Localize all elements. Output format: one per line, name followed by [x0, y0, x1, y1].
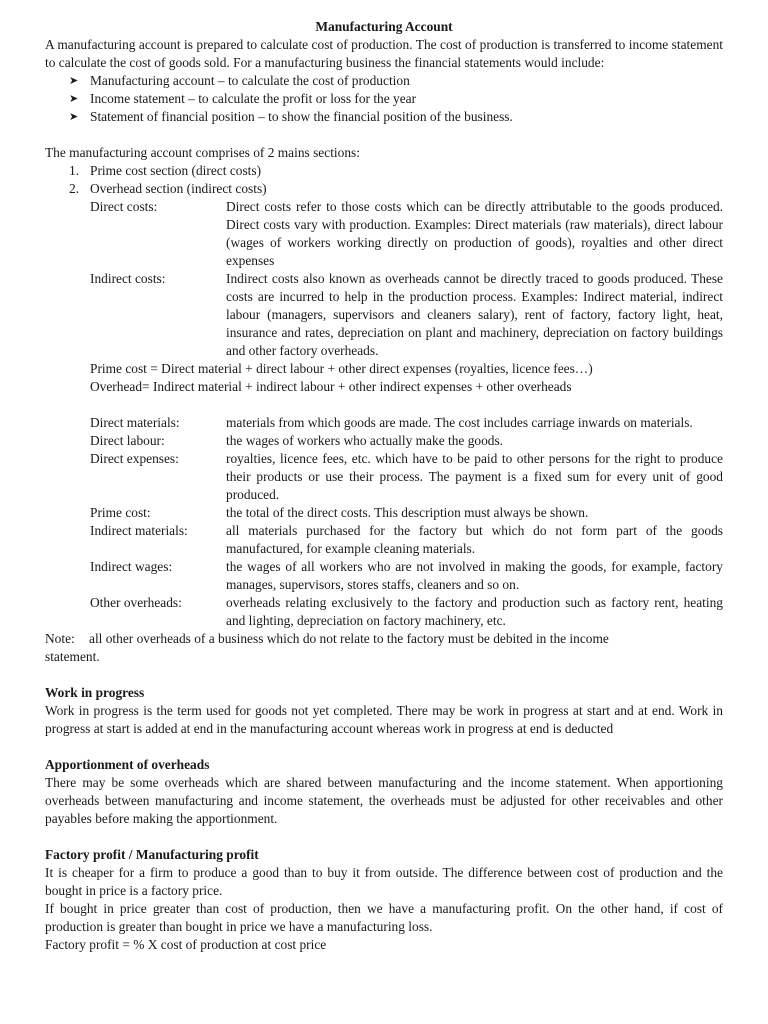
definition-term: Direct costs:	[90, 199, 158, 214]
definition-row	[90, 414, 723, 432]
page-title: Manufacturing Account	[315, 19, 453, 34]
cost-types-list	[90, 198, 723, 360]
list-item: ➤ Statement of financial position – to show the financial position of the business.	[69, 109, 513, 124]
definition-term: Direct expenses:	[90, 451, 179, 466]
note-block	[45, 630, 723, 648]
list-item: ➤ Income statement – to calculate the profit or loss for the year	[69, 91, 417, 106]
spacer	[45, 828, 723, 846]
spacer	[45, 666, 723, 684]
definition-desc: all materials purchased for the factory but which do not form part of the goods manufactured, for example cleaning materials.	[226, 523, 723, 556]
definition-term: Direct labour:	[90, 433, 165, 448]
definition-row	[90, 558, 723, 594]
wip-heading: Work in progress	[45, 685, 145, 700]
apportion-heading: Apportionment of overheads	[45, 757, 210, 772]
arrow-bullet-icon: ➤	[69, 111, 79, 123]
definition-desc: materials from which goods are made. The cost includes carriage inwards on materials.	[226, 415, 693, 430]
definition-row	[90, 522, 723, 558]
list-item: ➤ Manufacturing account – to calculate the cost of production	[69, 73, 410, 88]
list-item: 1. Prime cost section (direct costs)	[69, 163, 262, 178]
spacer	[45, 396, 723, 414]
spacer	[45, 126, 723, 144]
definition-desc: the wages of workers who actually make the goods.	[226, 433, 504, 448]
definition-desc: the total of the direct costs. This description must always be shown.	[226, 505, 589, 520]
arrow-bullet-icon: ➤	[69, 93, 79, 105]
definition-desc: Indirect costs also known as overheads cannot be directly traced to goods produced. These costs are incurred to help in the production process. Examples: Indirect material, indirect labour (managers, supervisors and cleaners salary), rent of factory, factory light, heat, insurance and rates, depreciation on plant and machinery, depreciation on factory buildings and other factory overheads.	[226, 271, 723, 358]
definition-row	[90, 450, 723, 504]
sections-list	[45, 162, 723, 198]
statements-list	[45, 72, 723, 126]
definition-term: Direct materials:	[90, 415, 180, 430]
definitions-list	[90, 414, 723, 630]
sections-intro: The manufacturing account comprises of 2 mains sections:	[45, 145, 360, 160]
list-item: 2. Overhead section (indirect costs)	[69, 181, 267, 196]
intro-paragraph: A manufacturing account is prepared to calculate cost of production. The cost of production is transferred to income statement to calculate the cost of goods sold. For a manufacturing business the financial statements would include:	[45, 37, 723, 70]
note-label: Note:	[45, 631, 75, 646]
definition-term: Indirect costs:	[90, 271, 166, 286]
definition-term: Other overheads:	[90, 595, 182, 610]
arrow-bullet-icon: ➤	[69, 75, 79, 87]
definition-desc: Direct costs refer to those costs which can be directly attributable to the goods produced. Direct costs vary with production. Examples: Direct materials (raw materials), direct labour (wages of workers working directly on production of goods), royalties and other direct expenses	[226, 199, 723, 268]
definition-row	[90, 432, 723, 450]
definition-term: Indirect wages:	[90, 559, 173, 574]
definition-term: Prime cost:	[90, 505, 151, 520]
definition-row	[90, 198, 723, 270]
definition-row	[90, 504, 723, 522]
prime-cost-formula: Prime cost = Direct material + direct labour + other direct expenses (royalties, licence fees…)	[90, 361, 593, 376]
note-text: all other overheads of a business which do not relate to the factory must be debited in the income	[89, 631, 609, 646]
note-continuation: statement.	[45, 649, 100, 664]
wip-paragraph: Work in progress is the term used for goods not yet completed. There may be work in progress at start and at end. Work in progress at start is added at end in the manufacturing account whereas work in progress at end is deducted	[45, 703, 723, 736]
definition-desc: the wages of all workers who are not involved in making the goods, for example, factory manages, supervisors, stores staffs, cleaners and so on.	[226, 559, 723, 592]
factory-profit-p1: It is cheaper for a firm to produce a good than to buy it from outside. The difference between cost of production and the bought in price is a factory price.	[45, 865, 723, 898]
definition-row	[90, 594, 723, 630]
factory-profit-heading: Factory profit / Manufacturing profit	[45, 847, 259, 862]
factory-profit-formula: Factory profit = % X cost of production at cost price	[45, 937, 327, 952]
definition-desc: overheads relating exclusively to the factory and production such as factory rent, heating and lighting, depreciation on factory machinery, etc.	[226, 595, 723, 628]
definition-desc: royalties, licence fees, etc. which have to be paid to other persons for the right to produce their products or use their process. The payment is a fixed sum for every unit of good produced.	[226, 451, 723, 502]
apportion-paragraph: There may be some overheads which are shared between manufacturing and the income statement. When apportioning overheads between manufacturing and income statement, the overheads must be adjusted for other receivables and other payables before making the apportionment.	[45, 775, 723, 826]
spacer	[45, 738, 723, 756]
factory-profit-p2: If bought in price greater than cost of production, then we have a manufacturing profit. On the other hand, if cost of production is greater than bought in price we have a manufacturing loss.	[45, 901, 723, 934]
overhead-formula: Overhead= Indirect material + indirect labour + other indirect expenses + other overheads	[90, 379, 572, 394]
definition-term: Indirect materials:	[90, 523, 188, 538]
definition-row	[90, 270, 723, 360]
